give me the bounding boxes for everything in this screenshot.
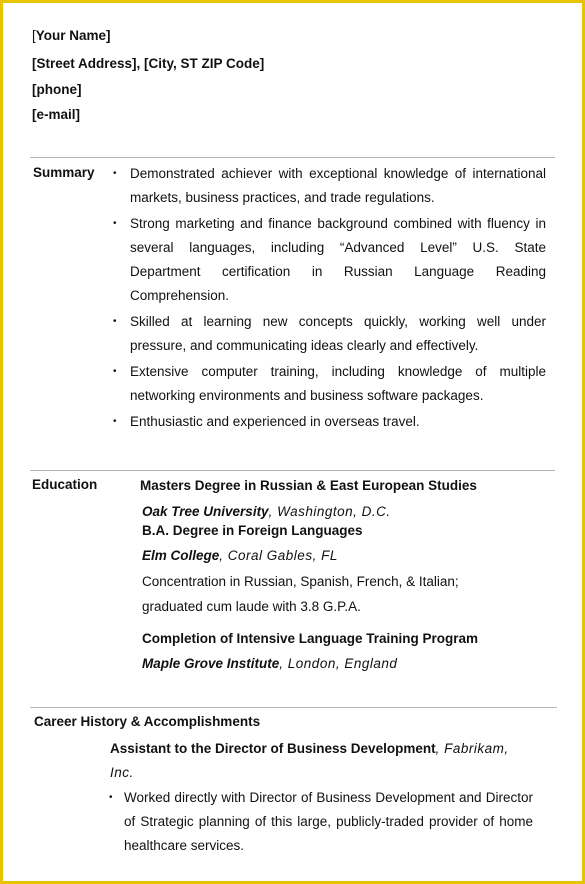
list-item: • Demonstrated achiever with exceptional knowledge of international markets, business practices, and trade regulations. xyxy=(113,162,546,210)
list-item: • Worked directly with Director of Business Development and Director of Strategic planning of this large, publicly-traded provider of home healthcare services. xyxy=(109,786,533,858)
education-heading: Education xyxy=(32,477,98,492)
graduation-text: graduated cum laude with 3.8 G.P.A. xyxy=(142,599,361,614)
divider xyxy=(30,157,555,158)
summary-list xyxy=(113,162,546,436)
school-elm: Elm College, Coral Gables, FL xyxy=(142,548,338,563)
concentration-text: Concentration in Russian, Spanish, French, & Italian; xyxy=(142,574,459,589)
school-oak-tree: Oak Tree University, Washington, D.C. xyxy=(142,504,391,519)
divider xyxy=(30,470,555,471)
career-list xyxy=(109,786,533,858)
list-item: • Skilled at learning new concepts quickly, working well under pressure, and communicating ideas clearly and effectively. xyxy=(113,310,546,358)
contact-email: [e-mail] xyxy=(32,107,81,122)
list-item: • Extensive computer training, including knowledge of multiple networking environments and business software packages. xyxy=(113,360,546,408)
summary-heading: Summary xyxy=(33,165,95,180)
career-heading: Career History & Accomplishments xyxy=(34,714,261,729)
job-title: Assistant to the Director of Business Development, Fabrikam, xyxy=(110,741,509,756)
contact-phone: [phone] xyxy=(32,82,82,97)
list-item: • Strong marketing and finance background combined with fluency in several languages, including “Advanced Level” U.S. State Department certification in Russian Language Reading Comprehension. xyxy=(113,212,546,308)
institute-maple-grove: Maple Grove Institute, London, England xyxy=(142,656,398,671)
list-item: • Enthusiastic and experienced in overseas travel. xyxy=(113,410,546,434)
company-name: Inc. xyxy=(110,765,134,780)
program-title: Completion of Intensive Language Training Program xyxy=(142,631,479,646)
contact-address: [Street Address], [City, ST ZIP Code] xyxy=(32,56,265,71)
divider xyxy=(30,707,557,708)
contact-name: [Your Name] xyxy=(32,28,111,43)
degree-ba: B.A. Degree in Foreign Languages xyxy=(142,523,363,538)
degree-masters: Masters Degree in Russian & East European Studies xyxy=(140,478,477,493)
